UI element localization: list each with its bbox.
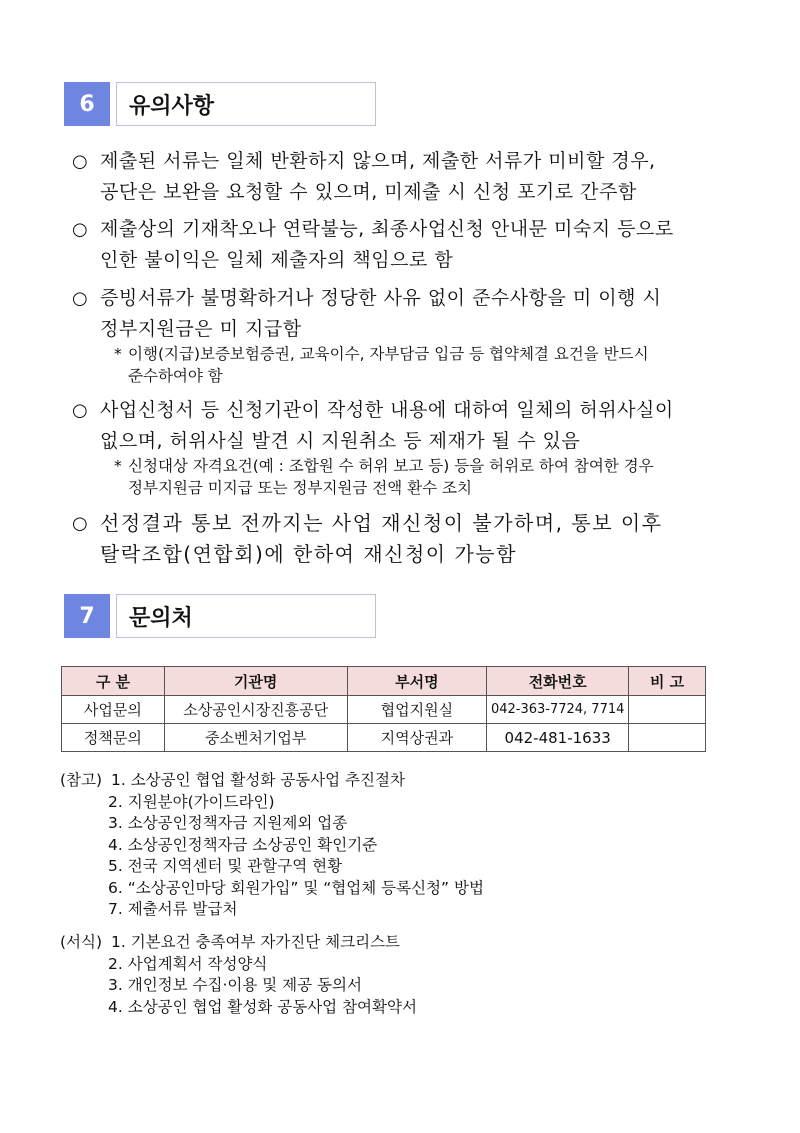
table-cell: 사업문의 xyxy=(62,696,165,724)
section-number: 6 xyxy=(64,82,110,126)
table-cell: 지역상권과 xyxy=(347,724,487,752)
circle-bullet-icon: ○ xyxy=(72,288,88,309)
form-label: (서식) xyxy=(60,933,103,951)
notice-line: 공단은 보완을 요청할 수 있으며, 미제출 시 신청 포기로 간주함 xyxy=(100,181,637,203)
column-header: 비 고 xyxy=(629,667,706,696)
list-item: 3. 개인정보 수집·이용 및 제공 동의서 xyxy=(108,976,362,994)
table-cell: 정책문의 xyxy=(62,724,165,752)
asterisk-mark: * xyxy=(114,345,122,363)
circle-bullet-icon: ○ xyxy=(72,151,88,172)
column-header: 부서명 xyxy=(347,667,487,696)
notice-line: 제출상의 기재착오나 연락불능, 최종사업신청 안내문 미숙지 등으로 xyxy=(100,218,674,240)
notice-item xyxy=(72,508,722,570)
circle-bullet-icon: ○ xyxy=(72,219,88,240)
contact-table xyxy=(61,666,706,752)
reference-list xyxy=(60,770,484,921)
notice-item xyxy=(72,146,722,208)
asterisk-mark: * xyxy=(114,457,122,475)
notice-line: 탈락조합(연합회)에 한하여 재신청이 가능함 xyxy=(100,542,517,566)
column-header: 기관명 xyxy=(164,667,347,696)
notice-item xyxy=(72,214,722,276)
list-item: 5. 전국 지역센터 및 관할구역 현황 xyxy=(108,857,343,875)
list-item: 7. 제출서류 발급처 xyxy=(108,900,238,918)
table-cell: 042-363-7724, 7714 xyxy=(487,696,629,724)
notice-line: 사업신청서 등 신청기관이 작성한 내용에 대하여 일체의 허위사실이 xyxy=(100,399,674,421)
table-cell: 중소벤처기업부 xyxy=(164,724,347,752)
form-item: 1. 기본요건 충족여부 자가진단 체크리스트 xyxy=(110,933,401,951)
list-item: 4. 소상공인 협업 활성화 공동사업 참여확약서 xyxy=(108,997,417,1016)
column-header: 구 분 xyxy=(62,667,165,696)
section-7-header xyxy=(64,594,376,638)
table-cell: 042-481-1633 xyxy=(487,724,629,752)
notice-line: 없으며, 허위사실 발견 시 지원취소 등 제재가 될 수 있음 xyxy=(100,430,581,452)
note-line: 신청대상 자격요건(예 : 조합원 수 허위 보고 등) 등을 허위로 하여 참여한 경우 xyxy=(128,457,654,475)
circle-bullet-icon: ○ xyxy=(72,513,88,534)
list-item: 6. “소상공인마당 회원가입” 및 “협업체 등록신청” 방법 xyxy=(108,878,484,897)
note-line: 이행(지급)보증보험증권, 교육이수, 자부담금 입금 등 협약체결 요건을 반드시 xyxy=(128,345,649,363)
section-number: 7 xyxy=(64,594,110,638)
reference-label: (참고) xyxy=(60,771,103,789)
column-header: 전화번호 xyxy=(487,667,629,696)
notice-line: 선정결과 통보 전까지는 사업 재신청이 불가하며, 통보 이후 xyxy=(100,511,663,535)
section-title: 문의처 xyxy=(116,594,376,638)
form-list xyxy=(60,932,417,1018)
list-item: 4. 소상공인정책자금 소상공인 확인기준 xyxy=(108,835,378,854)
notice-line: 인한 불이익은 일체 제출자의 책임으로 함 xyxy=(100,249,454,271)
table-header-row xyxy=(62,667,706,696)
list-item xyxy=(60,932,417,954)
note xyxy=(114,455,714,499)
table-cell xyxy=(629,696,706,724)
table-cell: 협업지원실 xyxy=(347,696,487,724)
note-line: 준수하여야 함 xyxy=(128,367,223,385)
note-line: 정부지원금 미지급 또는 정부지원금 전액 환수 조치 xyxy=(128,479,472,497)
list-item: 3. 소상공인정책자금 지원제외 업종 xyxy=(108,814,348,832)
notice-line: 증빙서류가 불명확하거나 정당한 사유 없이 준수사항을 미 이행 시 xyxy=(100,287,662,309)
circle-bullet-icon: ○ xyxy=(72,400,88,421)
reference-item: 1. 소상공인 협업 활성화 공동사업 추진절차 xyxy=(110,771,405,789)
section-title: 유의사항 xyxy=(116,82,376,126)
list-item: 2. 지원분야(가이드라인) xyxy=(108,792,275,811)
notice-item xyxy=(72,283,722,345)
table-row xyxy=(62,724,706,752)
list-item xyxy=(60,770,484,792)
notice-line: 제출된 서류는 일체 반환하지 않으며, 제출한 서류가 미비할 경우, xyxy=(100,150,656,172)
notice-line: 정부지원금은 미 지급함 xyxy=(100,318,302,340)
table-cell xyxy=(629,724,706,752)
note xyxy=(114,343,714,387)
table-cell: 소상공인시장진흥공단 xyxy=(164,696,347,724)
section-6-header xyxy=(64,82,376,126)
list-item: 2. 사업계획서 작성양식 xyxy=(108,954,268,973)
notice-item xyxy=(72,395,722,457)
table-row xyxy=(62,696,706,724)
